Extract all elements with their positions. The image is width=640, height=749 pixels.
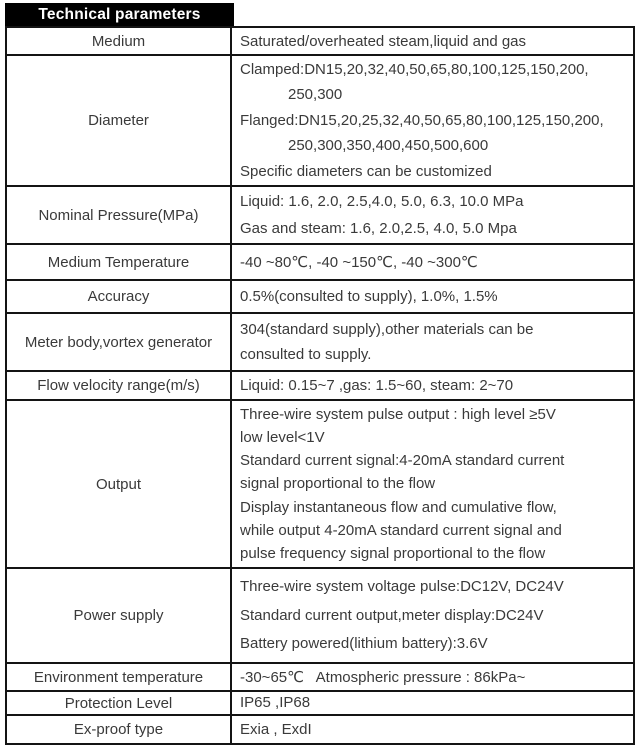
table-title: Technical parameters <box>38 5 201 23</box>
value-line: Standard current signal:4-20mA standard current <box>240 452 565 470</box>
value-line: Liquid: 1.6, 2.0, 2.5,4.0, 5.0, 6.3, 10.0 MPa <box>240 193 524 211</box>
row-value <box>232 281 633 312</box>
value-line: -30~65℃ Atmospheric pressure : 86kPa~ <box>240 668 526 686</box>
row-label: Environment temperature <box>7 664 232 690</box>
row-value <box>232 692 633 714</box>
table-row <box>7 314 633 372</box>
row-label: Ex-proof type <box>7 716 232 743</box>
table-row <box>7 372 633 401</box>
value-line: 250,300,350,400,450,500,600 <box>288 137 489 155</box>
row-value <box>232 716 633 743</box>
table-title-box <box>5 3 234 26</box>
row-label: Protection Level <box>7 692 232 714</box>
value-line: IP65 ,IP68 <box>240 694 311 711</box>
value-line: Liquid: 0.15~7 ,gas: 1.5~60, steam: 2~70 <box>240 377 514 394</box>
table-row <box>7 716 633 743</box>
value-line: Standard current output,meter display:DC24V <box>240 606 544 624</box>
value-line: while output 4-20mA standard current signal and <box>240 521 562 539</box>
table-row <box>7 187 633 245</box>
table-row <box>7 56 633 187</box>
row-label: Flow velocity range(m/s) <box>7 372 232 399</box>
row-value <box>232 187 633 243</box>
value-line: signal proportional to the flow <box>240 475 436 493</box>
value-line: Three-wire system pulse output : high level ≥5V <box>240 405 556 423</box>
table-row <box>7 281 633 314</box>
value-line: Saturated/overheated steam,liquid and gas <box>240 32 527 50</box>
row-value <box>232 569 633 662</box>
value-line: low level<1V <box>240 428 325 446</box>
value-line: Exia , ExdI <box>240 720 312 738</box>
table-header <box>5 3 635 26</box>
table-row <box>7 692 633 716</box>
value-line: 0.5%(consulted to supply), 1.0%, 1.5% <box>240 288 498 305</box>
table-row <box>7 245 633 281</box>
value-line: Flanged:DN15,20,25,32,40,50,65,80,100,125,150,200, <box>240 111 604 129</box>
row-value <box>232 314 633 370</box>
row-label: Diameter <box>7 56 232 185</box>
row-value <box>232 28 633 54</box>
row-value <box>232 56 633 185</box>
row-label: Nominal Pressure(MPa) <box>7 187 232 243</box>
value-line: Display instantaneous flow and cumulative flow, <box>240 498 557 516</box>
value-line: 304(standard supply),other materials can be <box>240 321 534 338</box>
value-line: Clamped:DN15,20,32,40,50,65,80,100,125,150,200, <box>240 60 589 78</box>
row-value <box>232 245 633 279</box>
value-line: 250,300 <box>288 86 343 104</box>
value-line: Battery powered(lithium battery):3.6V <box>240 634 488 652</box>
row-value <box>232 664 633 690</box>
table-row <box>7 401 633 569</box>
spec-table <box>5 3 635 745</box>
value-line: -40 ~80℃, -40 ~150℃, -40 ~300℃ <box>240 253 478 271</box>
value-line: consulted to supply. <box>240 346 372 363</box>
value-line: pulse frequency signal proportional to the flow <box>240 545 546 562</box>
table-row <box>7 569 633 664</box>
row-label: Output <box>7 401 232 567</box>
table-row <box>7 664 633 692</box>
value-line: Gas and steam: 1.6, 2.0,2.5, 4.0, 5.0 Mpa <box>240 219 517 237</box>
row-value <box>232 372 633 399</box>
row-label: Accuracy <box>7 281 232 312</box>
row-label: Meter body,vortex generator <box>7 314 232 370</box>
table-row <box>7 28 633 56</box>
table-body <box>5 26 635 745</box>
value-line: Specific diameters can be customized <box>240 162 492 180</box>
row-label: Power supply <box>7 569 232 662</box>
value-line: Three-wire system voltage pulse:DC12V, DC24V <box>240 578 564 596</box>
row-label: Medium Temperature <box>7 245 232 279</box>
row-value <box>232 401 633 567</box>
row-label: Medium <box>7 28 232 54</box>
